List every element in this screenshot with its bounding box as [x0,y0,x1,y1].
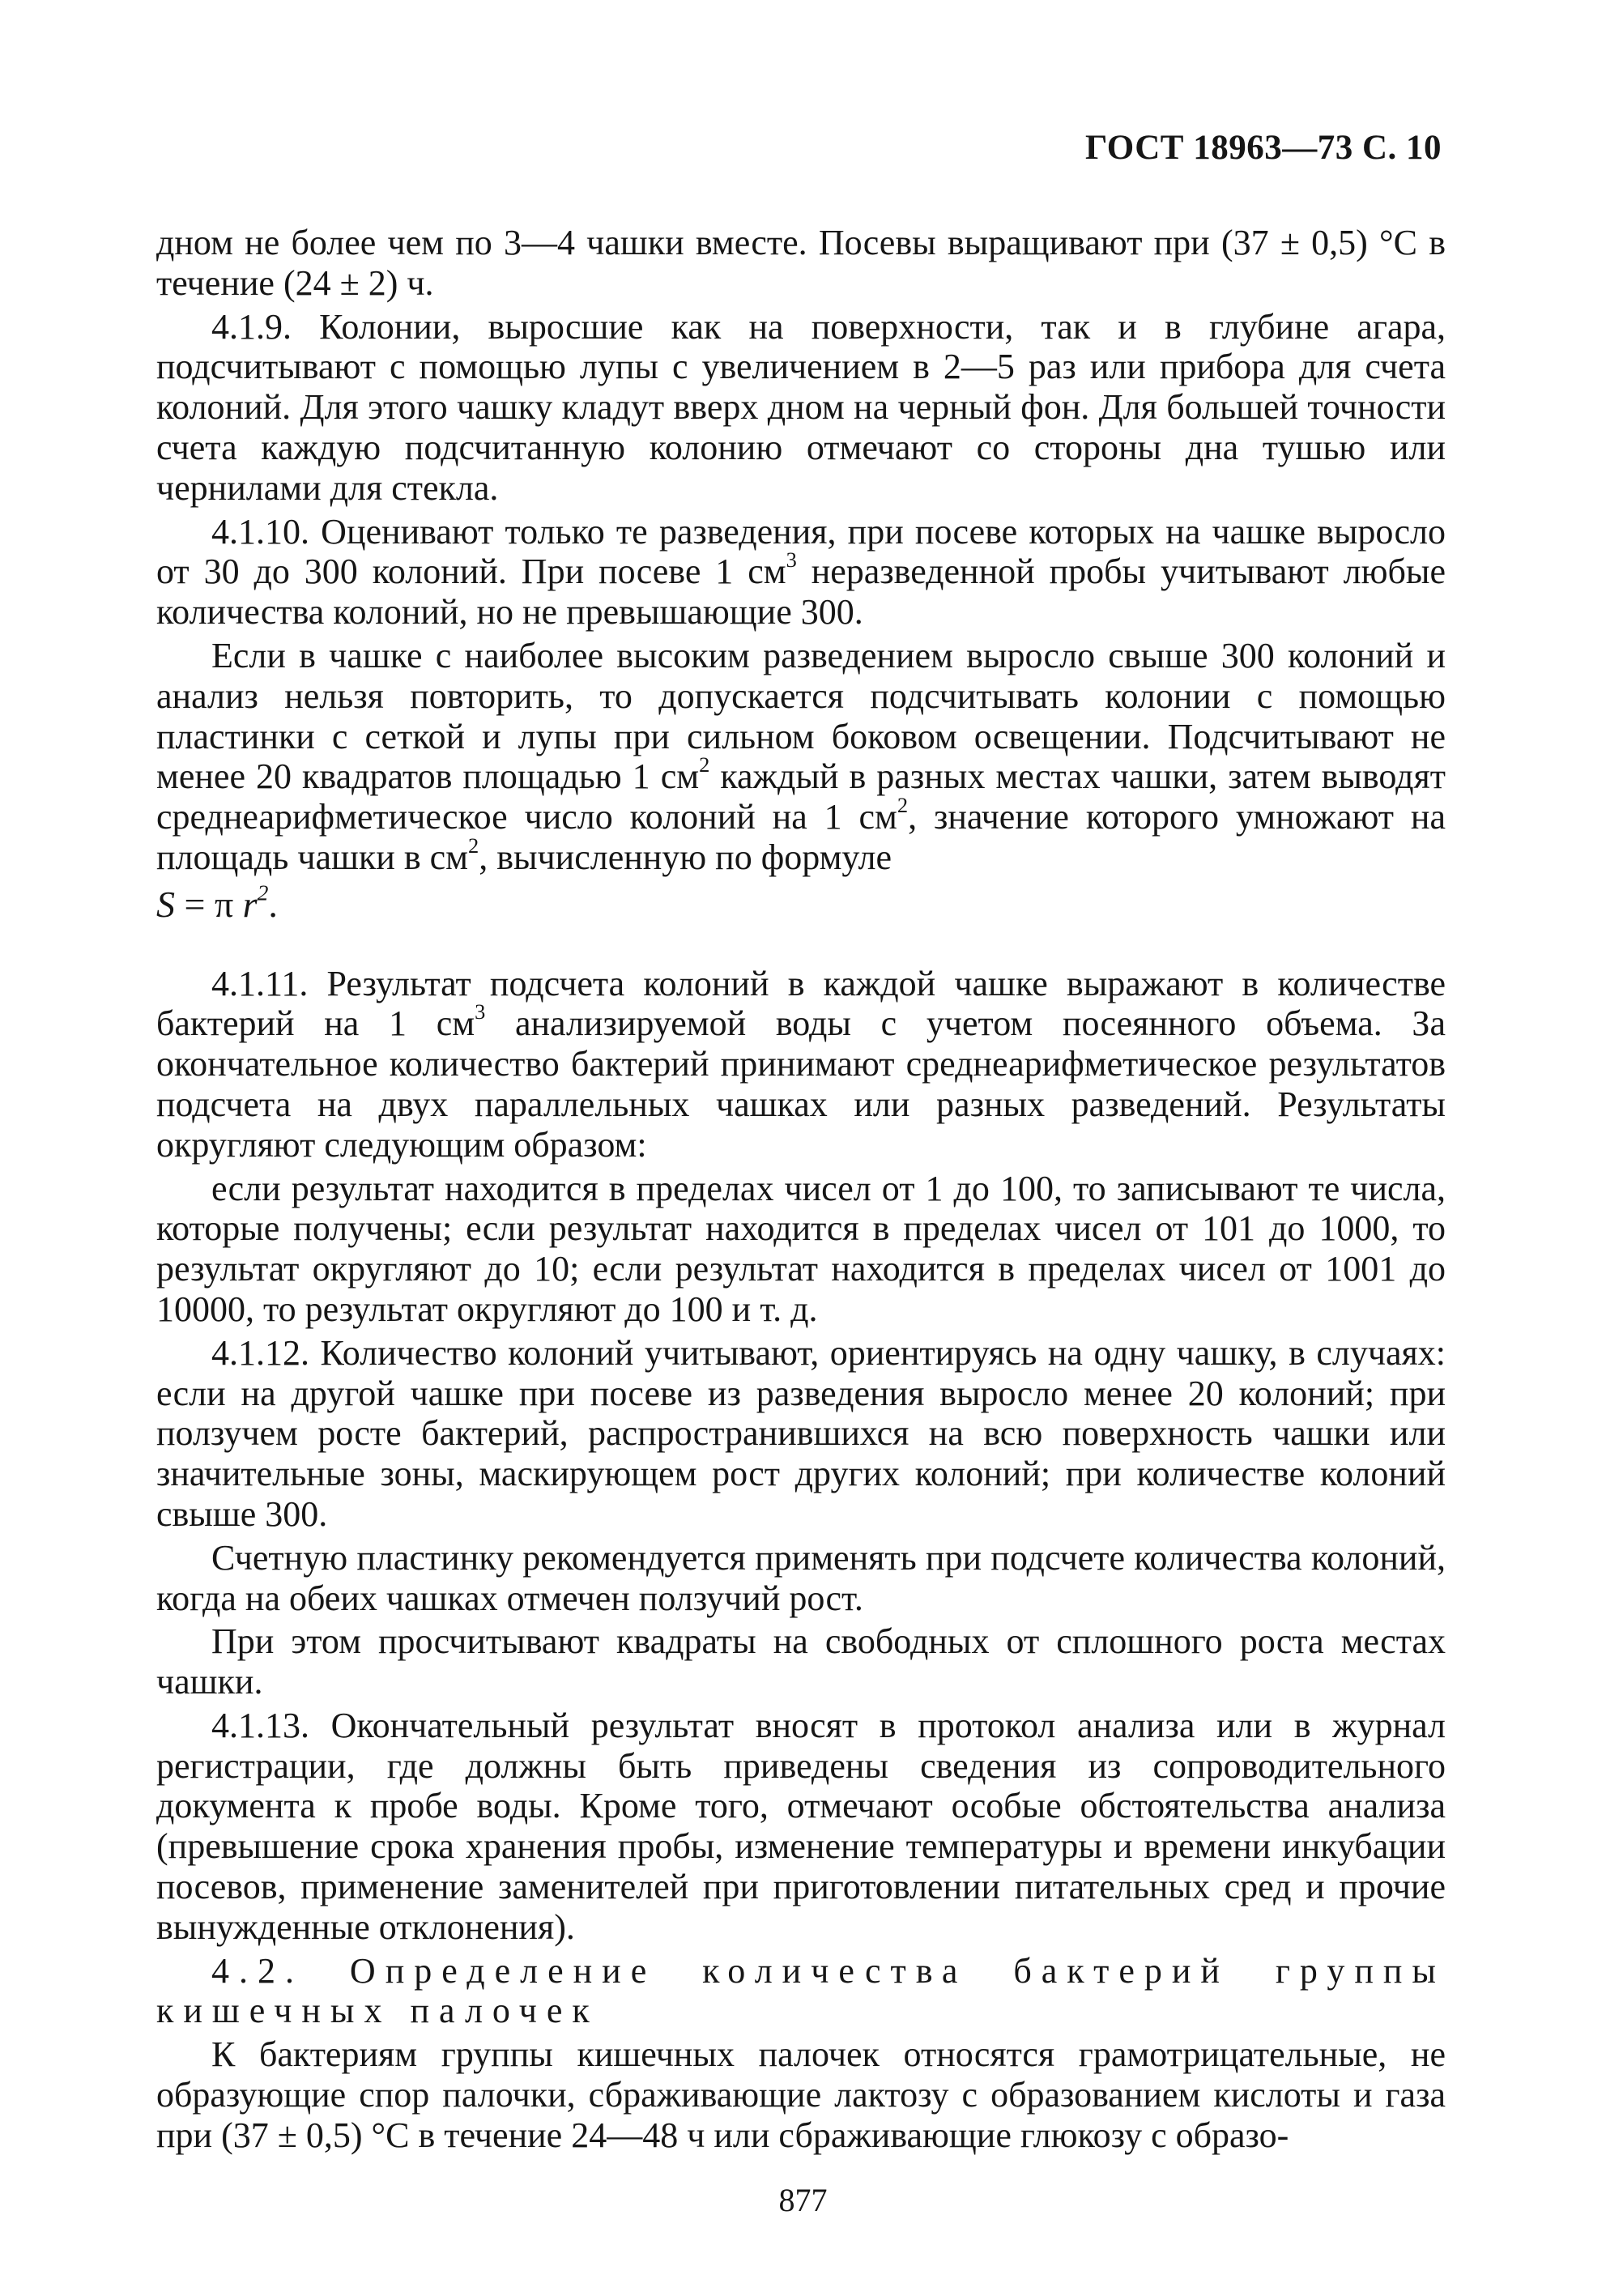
text-run: 4.1.10. Оценивают только те разведения, при посеве которых на чашке выросло от 30 до 300 колоний. При посеве 1 см [156,511,1446,592]
paragraph-4-1-9: 4.1.9. Колонии, выросшие как на поверхности, так и в глубине агара, подсчитывают с помощью лупы с увеличением в 2—5 раз или прибора для счета колоний. Для этого чашку кладут вверх дном на черный фон. Для большей точности счета каждую подсчитанную колонию отмечают со стороны дна тушью или чернилами для стекла. [156,306,1446,508]
text-run: 4.1.11. Результат подсчета колоний в каждой чашке выражают в количестве бактерий на 1 см [156,963,1446,1044]
paragraph-4-1-12: 4.1.12. Количество колоний учитывают, ориентируясь на одну чашку, в случаях: если на другой чашке при посеве из разведения выросло менее 20 колоний; при ползучем росте бактерий, распространившихся на всю поверхность чашки или значительные зоны, маскирующем рост других колоний; при количестве колоний свыше 300. [156,1332,1446,1534]
document-body [156,223,1446,2159]
text-run: Если в чашке с наиболее высоким разведением выросло свыше 300 колоний и анализ нельзя повторить, то допускается подсчитывать колонии с помощью пластинки с сеткой и лупы при сильном боковом освещении. Подсчитывают не менее 20 квадратов площадью 1 см [156,635,1446,797]
text-run: неразведенной пробы учитывают любые количества колоний, но не превышающие 300. [156,552,1446,633]
formula-period: . [268,883,278,925]
page-number: 877 [778,2182,828,2218]
superscript: 2 [699,752,710,777]
formula-exponent: 2 [257,880,269,905]
superscript: 2 [467,833,479,858]
text-run: , значение которого умножают на площадь чашки в см [156,797,1446,877]
paragraph-coliform-definition: К бактериям группы кишечных палочек относятся грамотрицательные, не образующие спор палочки, сбраживающие лактозу с образованием кислоты и газа при (37 ± 0,5) °С в течение 24—48 ч или сбраживающие глюкозу с образо- [156,2034,1446,2155]
page-header: ГОСТ 18963—73 С. 10 [1084,129,1442,167]
superscript: 2 [897,793,909,818]
paragraph-4-1-13: 4.1.13. Окончательный результат вносят в протокол анализа или в журнал регистрации, где должны быть приведены сведения из сопроводительного документа к пробе воды. Кроме того, отмечают особые обстоятельства анализа (превышение срока хранения пробы, изменение температуры и времени инкубации посевов, применение заменителей при приготовлении питательных сред и прочие вынужденные отклонения). [156,1705,1446,1947]
text-run: каждый в разных местах чашки, затем выводят среднеарифметическое число колоний на 1 см [156,756,1446,837]
formula-operator: = π [175,883,243,925]
text-run: анализируемой воды с учетом посеянного объема. За окончательное количество бактерий принимают среднеарифметическое результатов подсчета на двух параллельных чашках или разных разведений. Результаты округляют следующим образом: [156,1003,1446,1165]
text-run: , вычисленную по формуле [479,837,892,877]
superscript: 3 [475,999,486,1024]
paragraph-counting-plate: Счетную пластинку рекомендуется применять при подсчете количества колоний, когда на обеих чашках отмечен ползучий рост. [156,1537,1446,1618]
paragraph-4-1-11 [156,964,1446,1165]
formula-lhs: S [156,883,175,925]
paragraph-continuation: дном не более чем по 3—4 чашки вместе. Посевы выращивают при (37 ± 0,5) °С в течение (24 ± 2) ч. [156,223,1446,303]
section-heading-4-2: 4.2. Определение количества бактерий группы кишечных палочек [156,1950,1446,2031]
superscript: 3 [786,547,797,573]
paragraph-free-squares: При этом просчитывают квадраты на свободных от сплошного роста местах чашки. [156,1621,1446,1702]
paragraph-4-1-10 [156,512,1446,633]
formula-radius: r [242,883,258,925]
paragraph-count-method [156,636,1446,878]
area-formula [156,880,1446,925]
paragraph-rounding-rules: если результат находится в пределах чисел от 1 до 100, то записывают те числа, которые получены; если результат находится в пределах чисел от 101 до 1000, то результат округляют до 10; если результат находится в пределах чисел от 1001 до 10000, то результат округляют до 100 и т. д. [156,1168,1446,1329]
